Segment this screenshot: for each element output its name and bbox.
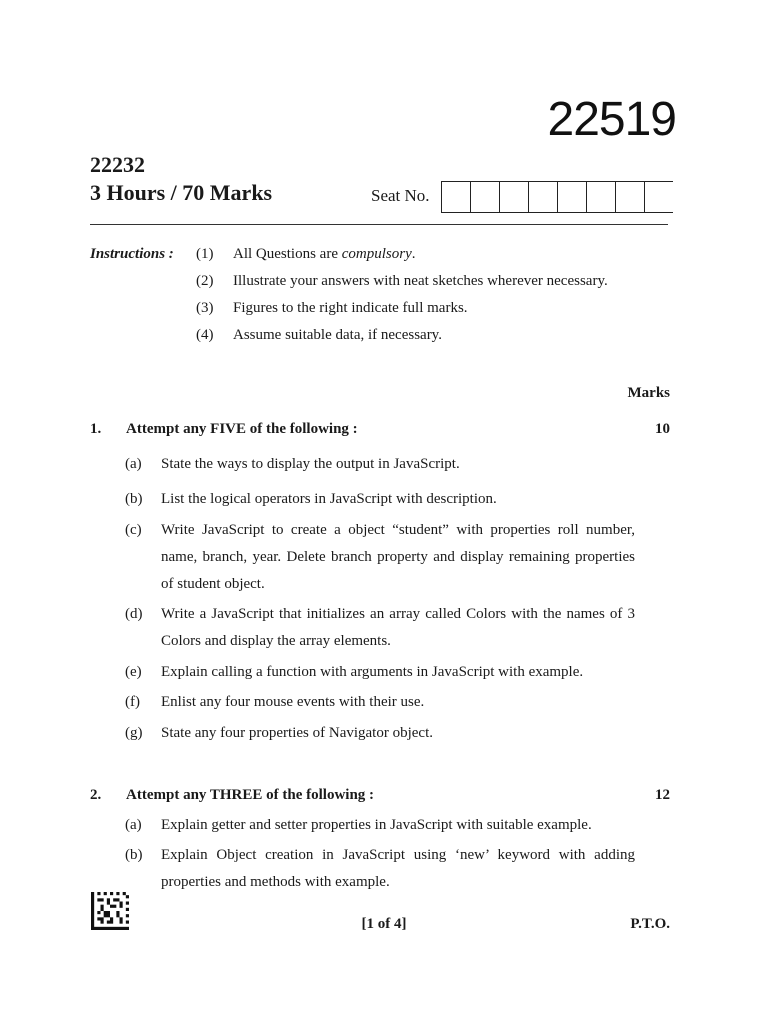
sub-question-text: Enlist any four mouse events with their use. [161,694,425,710]
sub-question-text: Explain calling a function with arguments in JavaScript with example. [161,664,584,680]
sub-question [125,812,635,839]
sub-question [125,842,635,896]
instruction-number: (2) [196,273,214,289]
sub-question-text: List the logical operators in JavaScript with description. [161,491,497,507]
question-heading [90,787,670,804]
question-title: Attempt any FIVE of the following : [126,421,358,437]
instruction-item [196,300,468,317]
seat-digit-box[interactable] [586,182,615,212]
instruction-number: (4) [196,327,214,343]
duration-marks: 3 Hours / 70 Marks [90,180,273,205]
page-number: [1 of 4] [361,916,407,932]
instruction-text: Figures to the right indicate full marks. [233,300,468,316]
sub-question-text: Explain getter and setter properties in JavaScript with suitable example. [161,817,592,833]
seat-digit-box[interactable] [644,182,673,212]
instruction-item [196,246,415,263]
sub-question-label: (g) [125,725,143,741]
instruction-number: (3) [196,300,214,316]
seat-digit-box[interactable] [470,182,499,212]
sub-question [125,451,635,478]
seat-number-boxes[interactable] [441,181,673,213]
sub-question-text: Explain Object creation in JavaScript using ‘new’ keyword with adding properties and methods with example. [161,847,635,890]
seat-digit-box[interactable] [528,182,557,212]
sub-question-label: (b) [125,491,143,507]
sub-question-label: (b) [125,847,143,863]
seat-digit-box[interactable] [615,182,644,212]
paper-code: 22519 [547,93,676,146]
please-turn-over: P.T.O. [630,916,670,932]
question-number: 1. [90,421,102,437]
instruction-number: (1) [196,246,214,262]
sub-question [125,659,635,686]
sub-question [125,689,635,716]
seat-number-label: Seat No. [371,186,430,205]
sub-question-label: (f) [125,694,140,710]
sub-question-label: (c) [125,522,142,538]
subject-code: 22232 [90,152,145,177]
emphasis-text: compulsory [341,246,412,262]
sub-question [125,517,635,598]
sub-question-label: (d) [125,606,143,622]
sub-question-label: (a) [125,817,142,833]
seat-digit-box[interactable] [557,182,586,212]
instruction-text: All Questions are compulsory. [233,246,416,262]
sub-question-text: Write JavaScript to create a object “student” with properties roll number, name, branch, year. Delete branch property and display remaining properties of student object. [161,522,635,592]
header-divider [90,224,668,225]
question-number: 2. [90,787,102,803]
sub-question [125,601,635,655]
sub-question-text: State the ways to display the output in JavaScript. [161,456,460,472]
sub-question-text: State any four properties of Navigator object. [161,725,433,741]
instruction-text: Assume suitable data, if necessary. [233,327,442,343]
instruction-item [196,327,442,344]
sub-question-text: Write a JavaScript that initializes an array called Colors with the names of 3 Colors and display the array elements. [161,606,635,649]
instruction-text: Illustrate your answers with neat sketches wherever necessary. [233,273,608,289]
sub-question-label: (e) [125,664,142,680]
instructions-label: Instructions : [90,246,174,262]
marks-column-heading: Marks [627,385,670,401]
instruction-item [196,273,608,290]
seat-digit-box[interactable] [499,182,528,212]
question-marks: 12 [655,787,670,803]
question-heading [90,421,670,438]
seat-digit-box[interactable] [441,182,470,212]
question-marks: 10 [655,421,670,437]
question-title: Attempt any THREE of the following : [126,787,375,803]
sub-question-label: (a) [125,456,142,472]
sub-question [125,720,635,747]
sub-question [125,486,635,513]
